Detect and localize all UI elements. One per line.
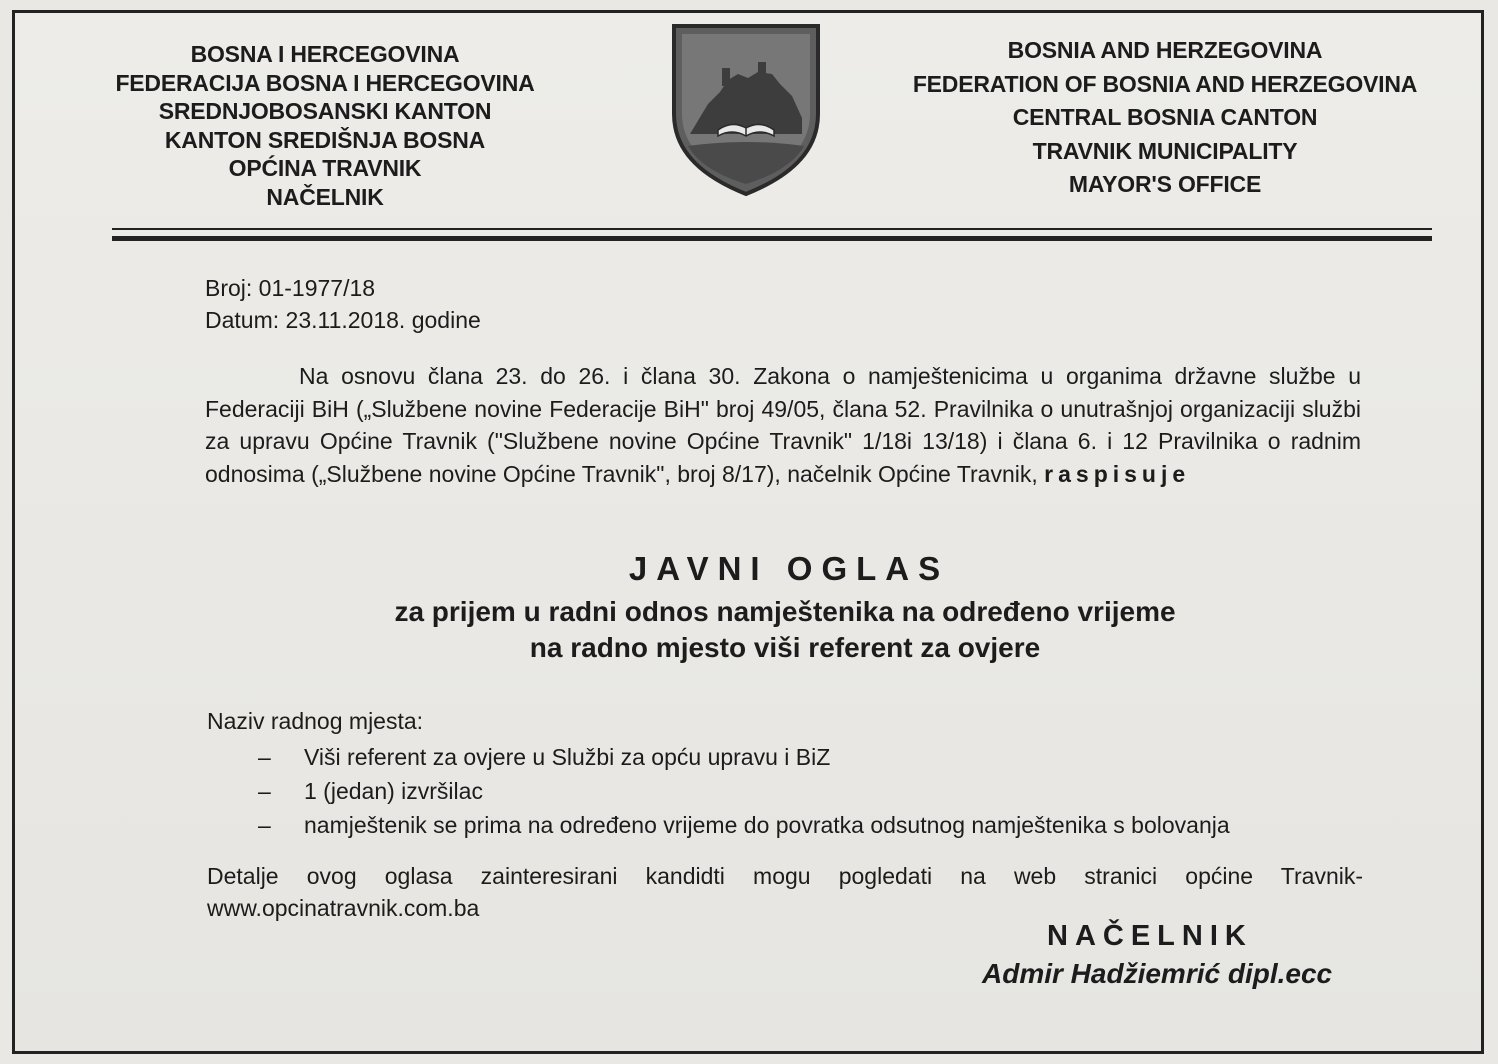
- header-left-line: KANTON SREDIŠNJA BOSNA: [164, 126, 486, 153]
- list-item-text: Viši referent za ovjere u Službi za opću upravu i BiZ: [304, 744, 831, 770]
- header-divider-thin: [112, 228, 1432, 230]
- document-number: Broj: 01-1977/18: [205, 275, 376, 301]
- header-right-line: FEDERATION OF BOSNIA AND HERZEGOVINA: [912, 70, 1418, 97]
- intro-paragraph: [205, 360, 1361, 490]
- list-item: [258, 774, 1230, 808]
- header-left-line: FEDERACIJA BOSNA I HERCEGOVINA: [115, 69, 535, 96]
- position-list: [258, 740, 1230, 842]
- intro-text: Na osnovu člana 23. do 26. i člana 30. Zakona o namještenicima u organima državne službe u Federaciji BiH („Službene novine Federacije BiH" broj 49/05, člana 52. Pravilnika o unutrašnjoj organizaciji službi za upravu Općine Travnik ("Službene novine Općine Travnik" 1/18i 13/18) i člana 6. i 12 Pravilnika o radnim odnosima („Službene novine Općine Travnik", broj 8/17), načelnik Općine Travnik,: [205, 363, 1361, 487]
- list-item-text: 1 (jedan) izvršilac: [304, 778, 483, 804]
- header-left-line: SREDNJOBOSANSKI KANTON: [158, 98, 492, 124]
- header-right-line: CENTRAL BOSNIA CANTON: [1012, 104, 1318, 130]
- details-paragraph: Detalje ovog oglasa zainteresirani kandidti mogu pogledati na web stranici općine Travnik-www.opcinatravnik.com.ba: [207, 863, 1363, 921]
- notice-subtitle-1: za prijem u radni odnos namještenika na određeno vrijeme: [394, 596, 1176, 627]
- header-right-line: TRAVNIK MUNICIPALITY: [1032, 137, 1298, 164]
- header-left-line: BOSNA I HERCEGOVINA: [190, 41, 460, 67]
- header-left: [95, 40, 555, 211]
- header-left-line: NAČELNIK: [266, 183, 384, 210]
- header-right-line: MAYOR'S OFFICE: [1068, 171, 1262, 197]
- notice-title: JAVNI OGLAS: [628, 550, 950, 587]
- list-bullet: –: [258, 812, 271, 838]
- list-bullet: –: [258, 778, 271, 804]
- intro-emphasis: raspisuje: [1044, 460, 1191, 487]
- list-item-text: namještenik se prima na određeno vrijeme do povratka odsutnog namještenika s bolovanja: [304, 812, 1230, 838]
- municipal-coat-of-arms-icon: [668, 22, 824, 198]
- document-meta: [205, 272, 481, 336]
- document-date: Datum: 23.11.2018. godine: [205, 307, 481, 333]
- signature-name: Admir Hadžiemrić dipl.ecc: [982, 958, 1333, 989]
- header-divider-thick: [112, 236, 1432, 241]
- header-right: [890, 34, 1440, 202]
- list-bullet: –: [258, 744, 271, 770]
- signature-title: NAČELNIK: [1047, 920, 1253, 952]
- notice-subtitle-2: na radno mjesto viši referent za ovjere: [529, 632, 1041, 663]
- list-item: [258, 808, 1230, 842]
- list-item: [258, 740, 1230, 774]
- header-right-line: BOSNIA AND HERZEGOVINA: [1007, 37, 1323, 63]
- position-label: Naziv radnog mjesta:: [207, 708, 424, 734]
- header-left-line: OPĆINA TRAVNIK: [228, 155, 422, 181]
